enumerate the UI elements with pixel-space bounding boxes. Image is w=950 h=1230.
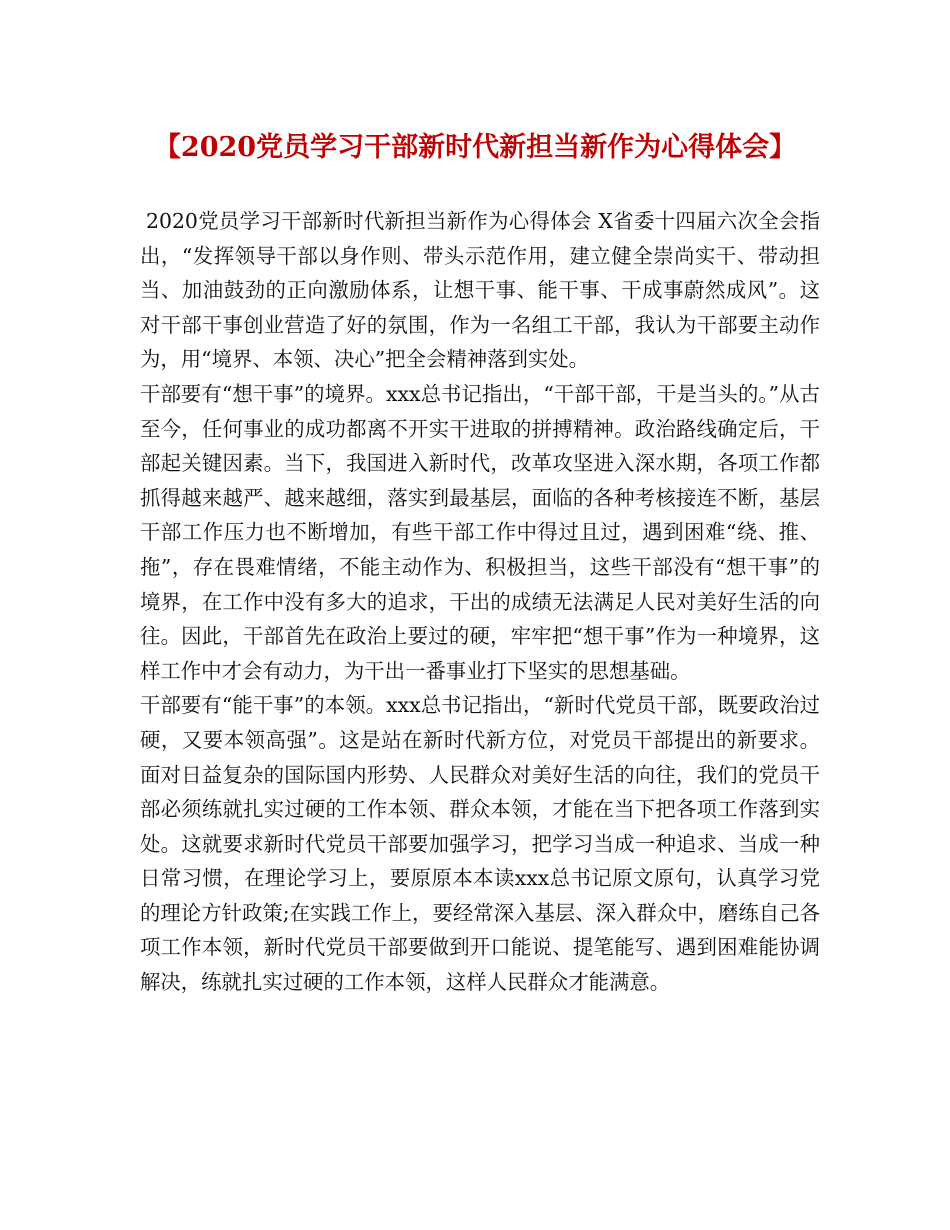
paragraph-intro: 2020党员学习干部新时代新担当新作为心得体会 X省委十四届六次全会指出，“发挥领导干部以身作则、带头示范作用，建立健全崇尚实干、带动担当、加油鼓劲的正向激励体系，让想干事、能干事、干成事蔚然成风”。这对干部干事创业营造了好的氛围，作为一名组工干部，我认为干部要主动作为，用“境界、本领、决心”把全会精神落到实处。: [140, 209, 820, 372]
document-title: 【2020党员学习干部新时代新担当新作为心得体会】: [153, 132, 797, 163]
paragraph-want-to-work: 干部要有“想干事”的境界。xxx总书记指出，“干部干部，干是当头的。”从古至今，任何事业的成功都离不开实干进取的拼搏精神。政治路线确定后，干部起关键因素。当下，我国进入新时代，改革攻坚进入深水期，各项工作都抓得越来越严、越来越细，落实到最基层，面临的各种考核接连不断，基层干部工作压力也不断增加，有些干部工作中得过且过，遇到困难“绕、推、拖”，存在畏难情绪，不能主动作为、积极担当，这些干部没有“想干事”的境界，在工作中没有多大的追求，干出的成绩无法满足人民对美好生活的向往。因此，干部首先在政治上要过的硬，牢牢把“想干事”作为一种境界，这样工作中才会有动力，为干出一番事业打下坚实的思想基础。: [140, 381, 820, 683]
paragraph-able-to-work: 干部要有“能干事”的本领。xxx总书记指出，“新时代党员干部，既要政治过硬，又要本领高强”。这是站在新时代新方位，对党员干部提出的新要求。面对日益复杂的国际国内形势、人民群众对美好生活的向往，我们的党员干部必须练就扎实过硬的工作本领、群众本领，才能在当下把各项工作落到实处。这就要求新时代党员干部要加强学习，把学习当成一种追求、当成一种日常习惯，在理论学习上，要原原本本读xxx总书记原文原句，认真学习党的理论方针政策;在实践工作上，要经常深入基层、深入群众中，磨练自己各项工作本领，新时代党员干部要做到开口能说、提笔能写、遇到困难能协调解决，练就扎实过硬的工作本领，这样人民群众才能满意。: [140, 693, 820, 995]
document-body: [140, 204, 820, 1000]
